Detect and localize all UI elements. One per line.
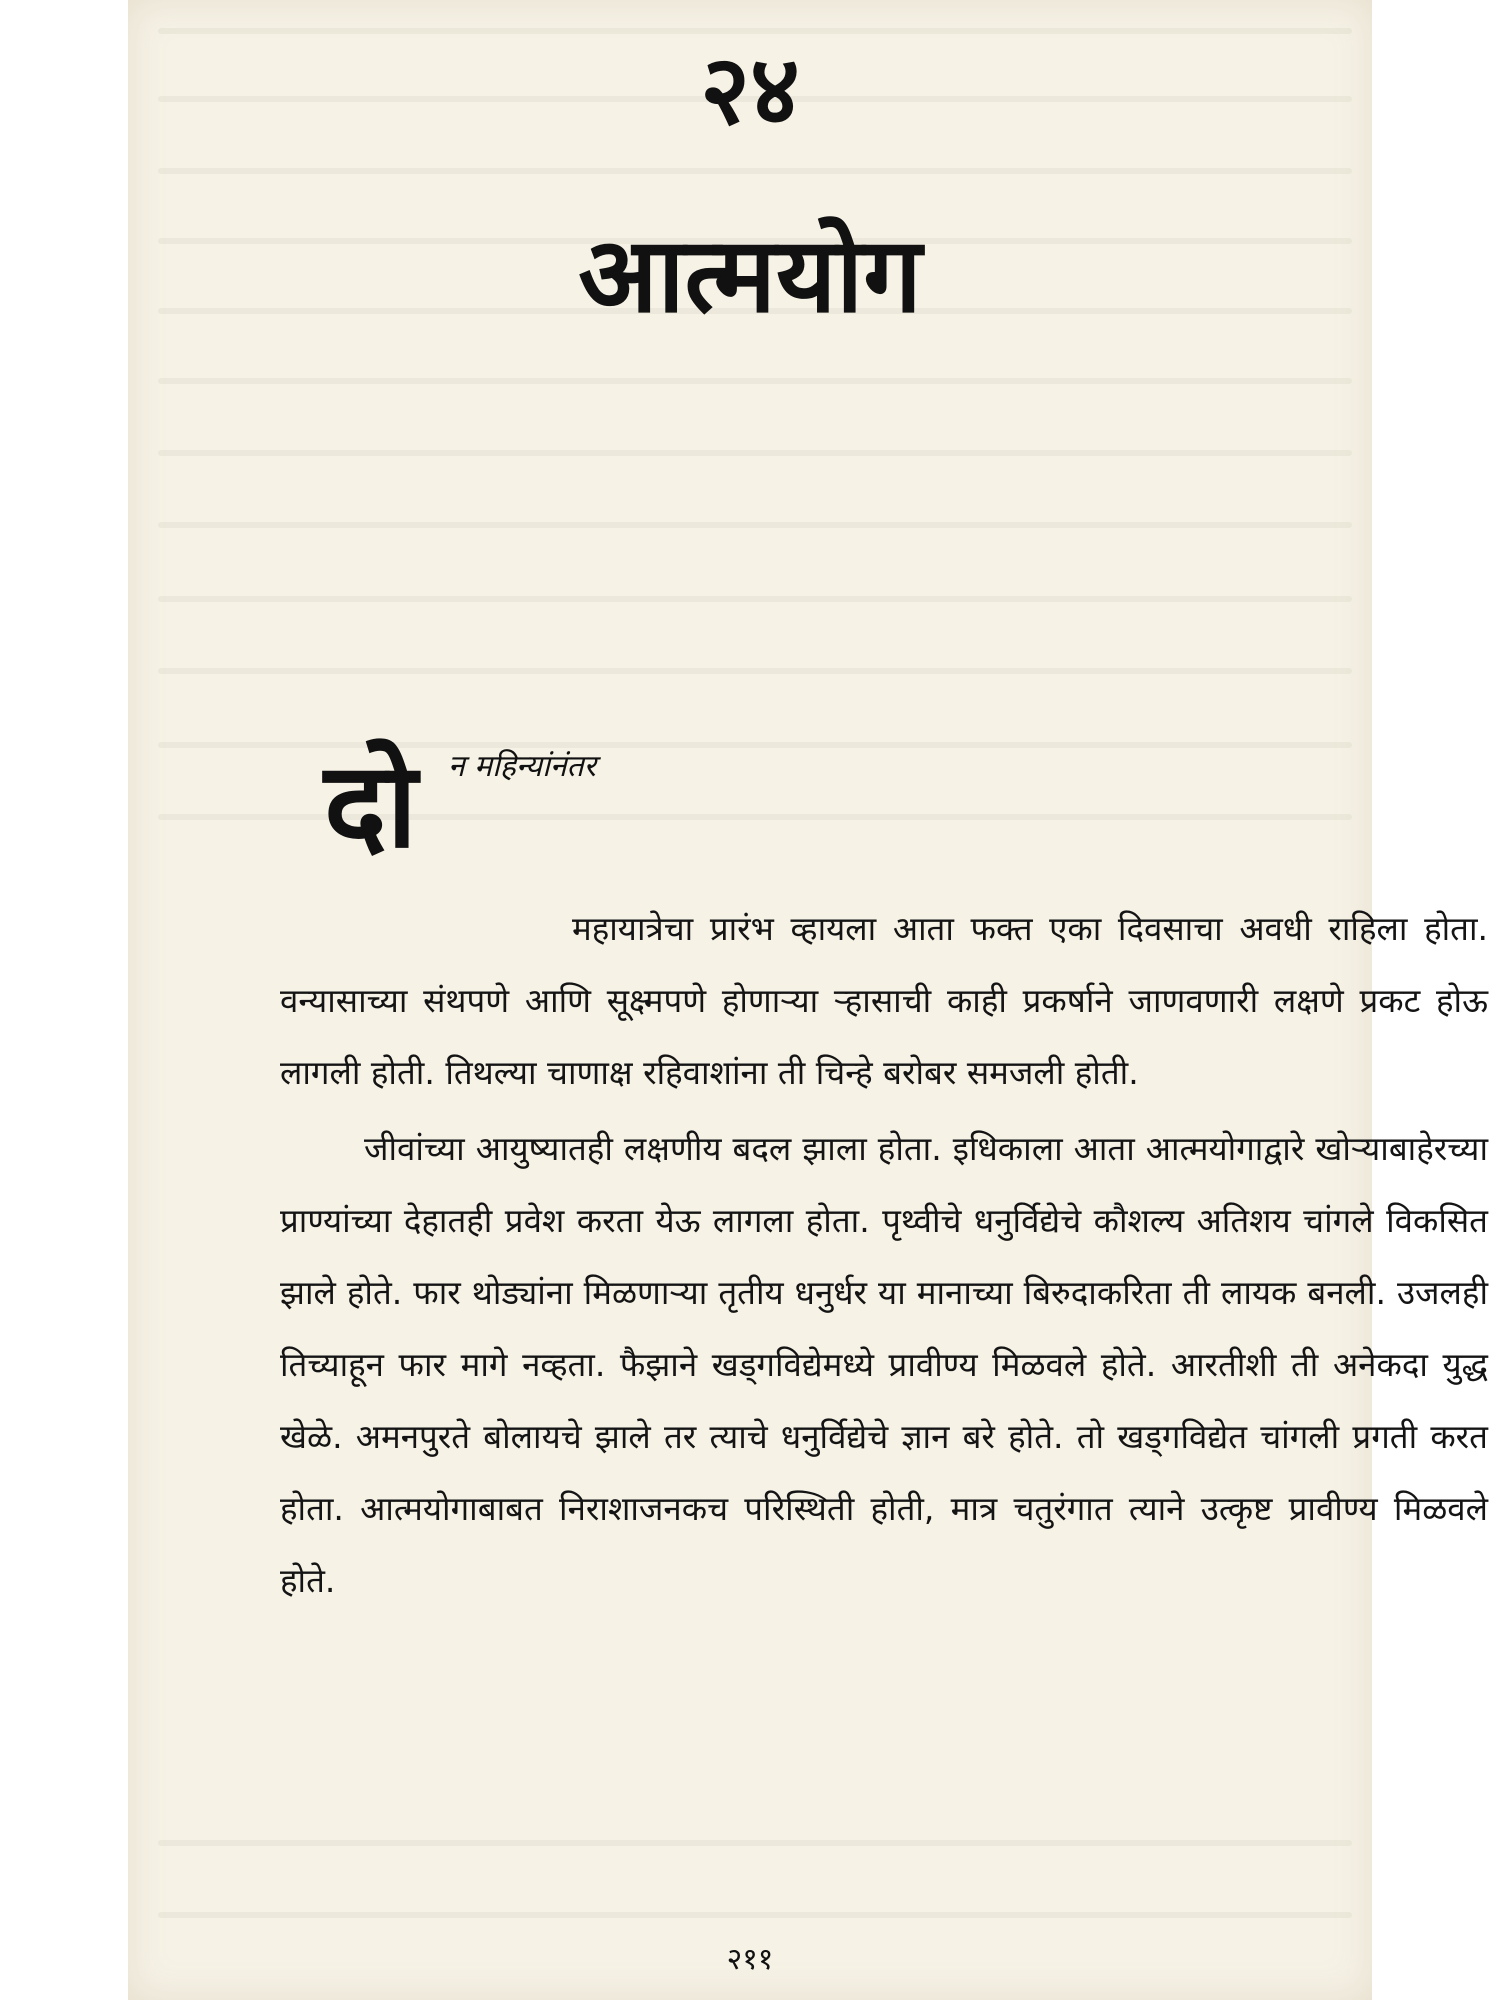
chapter-title: आत्मयोग — [578, 214, 922, 336]
show-through-line — [158, 168, 1352, 174]
show-through-line — [158, 450, 1352, 456]
show-through-line — [158, 378, 1352, 384]
show-through-line — [158, 1840, 1352, 1846]
chapter-number: २४ — [700, 34, 800, 146]
lead-in-text: न महिन्यांनंतर — [448, 749, 596, 784]
paragraph: महायात्रेचा प्रारंभ व्हायला आता फक्त एका दिवसाचा अवधी राहिला होता. वन्यासाच्या संथपणे आणि सूक्ष्मपणे होणाऱ्या ऱ्हासाची काही प्रकर्षाने जाणवणारी लक्षणे प्रकट होऊ लागली होती. तिथल्या चाणाक्ष रहिवाशांना ती चिन्हे बरोबर समजली होती. — [280, 909, 1488, 1092]
paragraph: जीवांच्या आयुष्यातही लक्षणीय बदल झाला होता. इधिकाला आता आत्मयोगाद्वारे खोऱ्याबाहेरच्या प्राण्यांच्या देहातही प्रवेश करता येऊ लागला होता. पृथ्वीचे धनुर्विद्येचे कौशल्य अतिशय चांगले विकसित झाले होते. फार थोड्यांना मिळणाऱ्या तृतीय धनुर्धर या मानाच्या बिरुदाकरिता ती लायक बनली. उजलही तिच्याहून फार मागे नव्हता. फैझाने खड्गविद्येमध्ये प्रावीण्य मिळवले होते. आरतीशी ती अनेकदा युद्ध खेळे. अमनपुरते बोलायचे झाले तर त्याचे धनुर्विद्येचे ज्ञान बरे होते. तो खड्गविद्येत चांगली प्रगती करत होता. आत्मयोगाबाबत निराशाजनकच परिस्थिती होती, मात्र चतुरंगात त्याने उत्कृष्ट प्रावीण्य मिळवले होते. — [280, 1129, 1488, 1600]
chapter-body — [280, 893, 1488, 1617]
book-page — [128, 0, 1488, 2000]
show-through-line — [158, 522, 1352, 528]
page-number: २११ — [726, 1942, 774, 1977]
show-through-line — [158, 668, 1352, 674]
show-through-line — [158, 596, 1352, 602]
show-through-line — [158, 1912, 1352, 1918]
drop-cap: दो — [324, 736, 418, 874]
